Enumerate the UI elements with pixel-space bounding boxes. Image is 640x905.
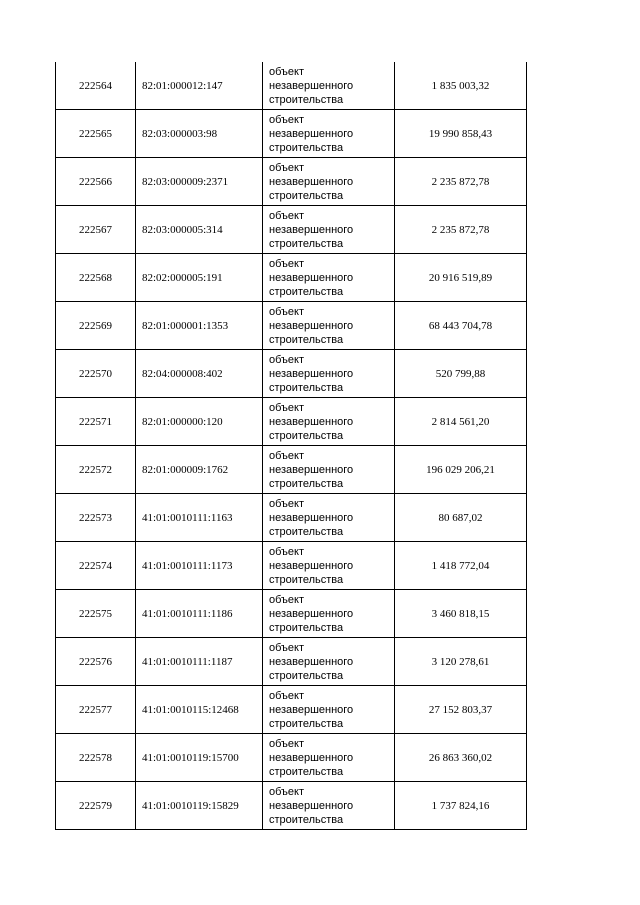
- row-number-cell: 222575: [56, 590, 136, 638]
- row-number-cell: 222569: [56, 302, 136, 350]
- table-body: [56, 62, 527, 830]
- table-row: [56, 110, 527, 158]
- object-type-line: объект: [269, 785, 305, 798]
- object-type-line: объект: [269, 545, 305, 558]
- object-type-line: объект: [269, 353, 305, 366]
- cadastral-number-cell: 82:03:000003:98: [136, 110, 263, 158]
- row-number-cell: 222564: [56, 62, 136, 110]
- object-type-line: строительства: [269, 669, 344, 682]
- object-type-line: строительства: [269, 429, 344, 442]
- table-row: [56, 590, 527, 638]
- object-type-line: незавершенного: [269, 655, 354, 668]
- object-type-line: незавершенного: [269, 415, 354, 428]
- object-type-line: строительства: [269, 93, 344, 106]
- object-type-cell: [263, 686, 395, 734]
- object-type-line: строительства: [269, 189, 344, 202]
- cadastral-value-cell: 20 916 519,89: [395, 254, 527, 302]
- row-number-cell: 222579: [56, 782, 136, 830]
- object-type-cell: [263, 254, 395, 302]
- object-type-cell: [263, 494, 395, 542]
- cadastral-number-cell: 82:01:000000:120: [136, 398, 263, 446]
- object-type-line: объект: [269, 689, 305, 702]
- table-row: [56, 158, 527, 206]
- table-row: [56, 446, 527, 494]
- object-type-line: строительства: [269, 141, 344, 154]
- cadastral-number-cell: 41:01:0010111:1173: [136, 542, 263, 590]
- table-row: [56, 686, 527, 734]
- object-type-cell: [263, 62, 395, 110]
- object-type-cell: [263, 590, 395, 638]
- object-type-line: строительства: [269, 333, 344, 346]
- object-type-line: строительства: [269, 477, 344, 490]
- object-type-line: незавершенного: [269, 607, 354, 620]
- table-row: [56, 350, 527, 398]
- cadastral-number-cell: 82:04:000008:402: [136, 350, 263, 398]
- cadastral-value-cell: 2 235 872,78: [395, 206, 527, 254]
- object-type-cell: [263, 542, 395, 590]
- cadastral-value-cell: 19 990 858,43: [395, 110, 527, 158]
- object-type-line: объект: [269, 113, 305, 126]
- cadastral-number-cell: 41:01:0010111:1186: [136, 590, 263, 638]
- cadastral-number-cell: 41:01:0010119:15700: [136, 734, 263, 782]
- cadastral-value-cell: 80 687,02: [395, 494, 527, 542]
- row-number-cell: 222577: [56, 686, 136, 734]
- object-type-line: строительства: [269, 285, 344, 298]
- object-type-line: объект: [269, 641, 305, 654]
- object-type-line: незавершенного: [269, 511, 354, 524]
- row-number-cell: 222567: [56, 206, 136, 254]
- table-row: [56, 206, 527, 254]
- cadastral-value-cell: 196 029 206,21: [395, 446, 527, 494]
- row-number-cell: 222572: [56, 446, 136, 494]
- object-type-line: незавершенного: [269, 175, 354, 188]
- object-type-line: строительства: [269, 717, 344, 730]
- cadastral-number-cell: 41:01:0010111:1187: [136, 638, 263, 686]
- cadastral-number-cell: 82:01:000009:1762: [136, 446, 263, 494]
- table-row: [56, 734, 527, 782]
- table-row: [56, 62, 527, 110]
- cadastral-value-cell: 2 814 561,20: [395, 398, 527, 446]
- object-type-line: объект: [269, 257, 305, 270]
- cadastral-number-cell: 82:02:000005:191: [136, 254, 263, 302]
- table-row: [56, 782, 527, 830]
- object-type-cell: [263, 638, 395, 686]
- table-row: [56, 542, 527, 590]
- object-type-line: строительства: [269, 765, 344, 778]
- object-type-cell: [263, 398, 395, 446]
- object-type-line: незавершенного: [269, 79, 354, 92]
- row-number-cell: 222570: [56, 350, 136, 398]
- object-type-line: объект: [269, 449, 305, 462]
- object-type-line: объект: [269, 497, 305, 510]
- row-number-cell: 222576: [56, 638, 136, 686]
- object-type-line: строительства: [269, 237, 344, 250]
- object-type-line: незавершенного: [269, 319, 354, 332]
- object-type-line: незавершенного: [269, 223, 354, 236]
- cadastral-number-cell: 82:03:000009:2371: [136, 158, 263, 206]
- cadastral-number-cell: 41:01:0010115:12468: [136, 686, 263, 734]
- cadastral-value-cell: 2 235 872,78: [395, 158, 527, 206]
- row-number-cell: 222565: [56, 110, 136, 158]
- object-type-line: незавершенного: [269, 703, 354, 716]
- object-type-line: объект: [269, 161, 305, 174]
- table-row: [56, 494, 527, 542]
- object-type-line: объект: [269, 305, 305, 318]
- object-type-line: незавершенного: [269, 799, 354, 812]
- row-number-cell: 222578: [56, 734, 136, 782]
- object-type-cell: [263, 734, 395, 782]
- object-type-cell: [263, 302, 395, 350]
- table-row: [56, 398, 527, 446]
- row-number-cell: 222571: [56, 398, 136, 446]
- object-type-line: объект: [269, 209, 305, 222]
- object-type-cell: [263, 206, 395, 254]
- object-type-line: строительства: [269, 813, 344, 826]
- table-row: [56, 302, 527, 350]
- cadastral-number-cell: 41:01:0010119:15829: [136, 782, 263, 830]
- object-type-line: объект: [269, 737, 305, 750]
- object-type-cell: [263, 350, 395, 398]
- cadastral-number-cell: 82:01:000012:147: [136, 62, 263, 110]
- object-type-cell: [263, 110, 395, 158]
- object-type-line: незавершенного: [269, 271, 354, 284]
- object-type-cell: [263, 158, 395, 206]
- table-row: [56, 254, 527, 302]
- table-row: [56, 638, 527, 686]
- object-type-line: незавершенного: [269, 127, 354, 140]
- cadastral-value-cell: 1 418 772,04: [395, 542, 527, 590]
- object-type-cell: [263, 782, 395, 830]
- object-type-line: незавершенного: [269, 559, 354, 572]
- cadastral-value-cell: 27 152 803,37: [395, 686, 527, 734]
- cadastral-value-cell: 3 460 818,15: [395, 590, 527, 638]
- object-type-line: объект: [269, 593, 305, 606]
- cadastral-value-cell: 26 863 360,02: [395, 734, 527, 782]
- property-registry-table: [55, 62, 527, 830]
- row-number-cell: 222566: [56, 158, 136, 206]
- object-type-line: объект: [269, 65, 305, 78]
- cadastral-number-cell: 82:01:000001:1353: [136, 302, 263, 350]
- object-type-line: незавершенного: [269, 463, 354, 476]
- cadastral-number-cell: 82:03:000005:314: [136, 206, 263, 254]
- cadastral-value-cell: 3 120 278,61: [395, 638, 527, 686]
- object-type-line: строительства: [269, 621, 344, 634]
- object-type-cell: [263, 446, 395, 494]
- object-type-line: строительства: [269, 381, 344, 394]
- row-number-cell: 222574: [56, 542, 136, 590]
- cadastral-value-cell: 68 443 704,78: [395, 302, 527, 350]
- cadastral-value-cell: 1 835 003,32: [395, 62, 527, 110]
- row-number-cell: 222573: [56, 494, 136, 542]
- object-type-line: незавершенного: [269, 367, 354, 380]
- object-type-line: незавершенного: [269, 751, 354, 764]
- cadastral-value-cell: 1 737 824,16: [395, 782, 527, 830]
- cadastral-number-cell: 41:01:0010111:1163: [136, 494, 263, 542]
- object-type-line: строительства: [269, 525, 344, 538]
- object-type-line: объект: [269, 401, 305, 414]
- cadastral-value-cell: 520 799,88: [395, 350, 527, 398]
- object-type-line: строительства: [269, 573, 344, 586]
- row-number-cell: 222568: [56, 254, 136, 302]
